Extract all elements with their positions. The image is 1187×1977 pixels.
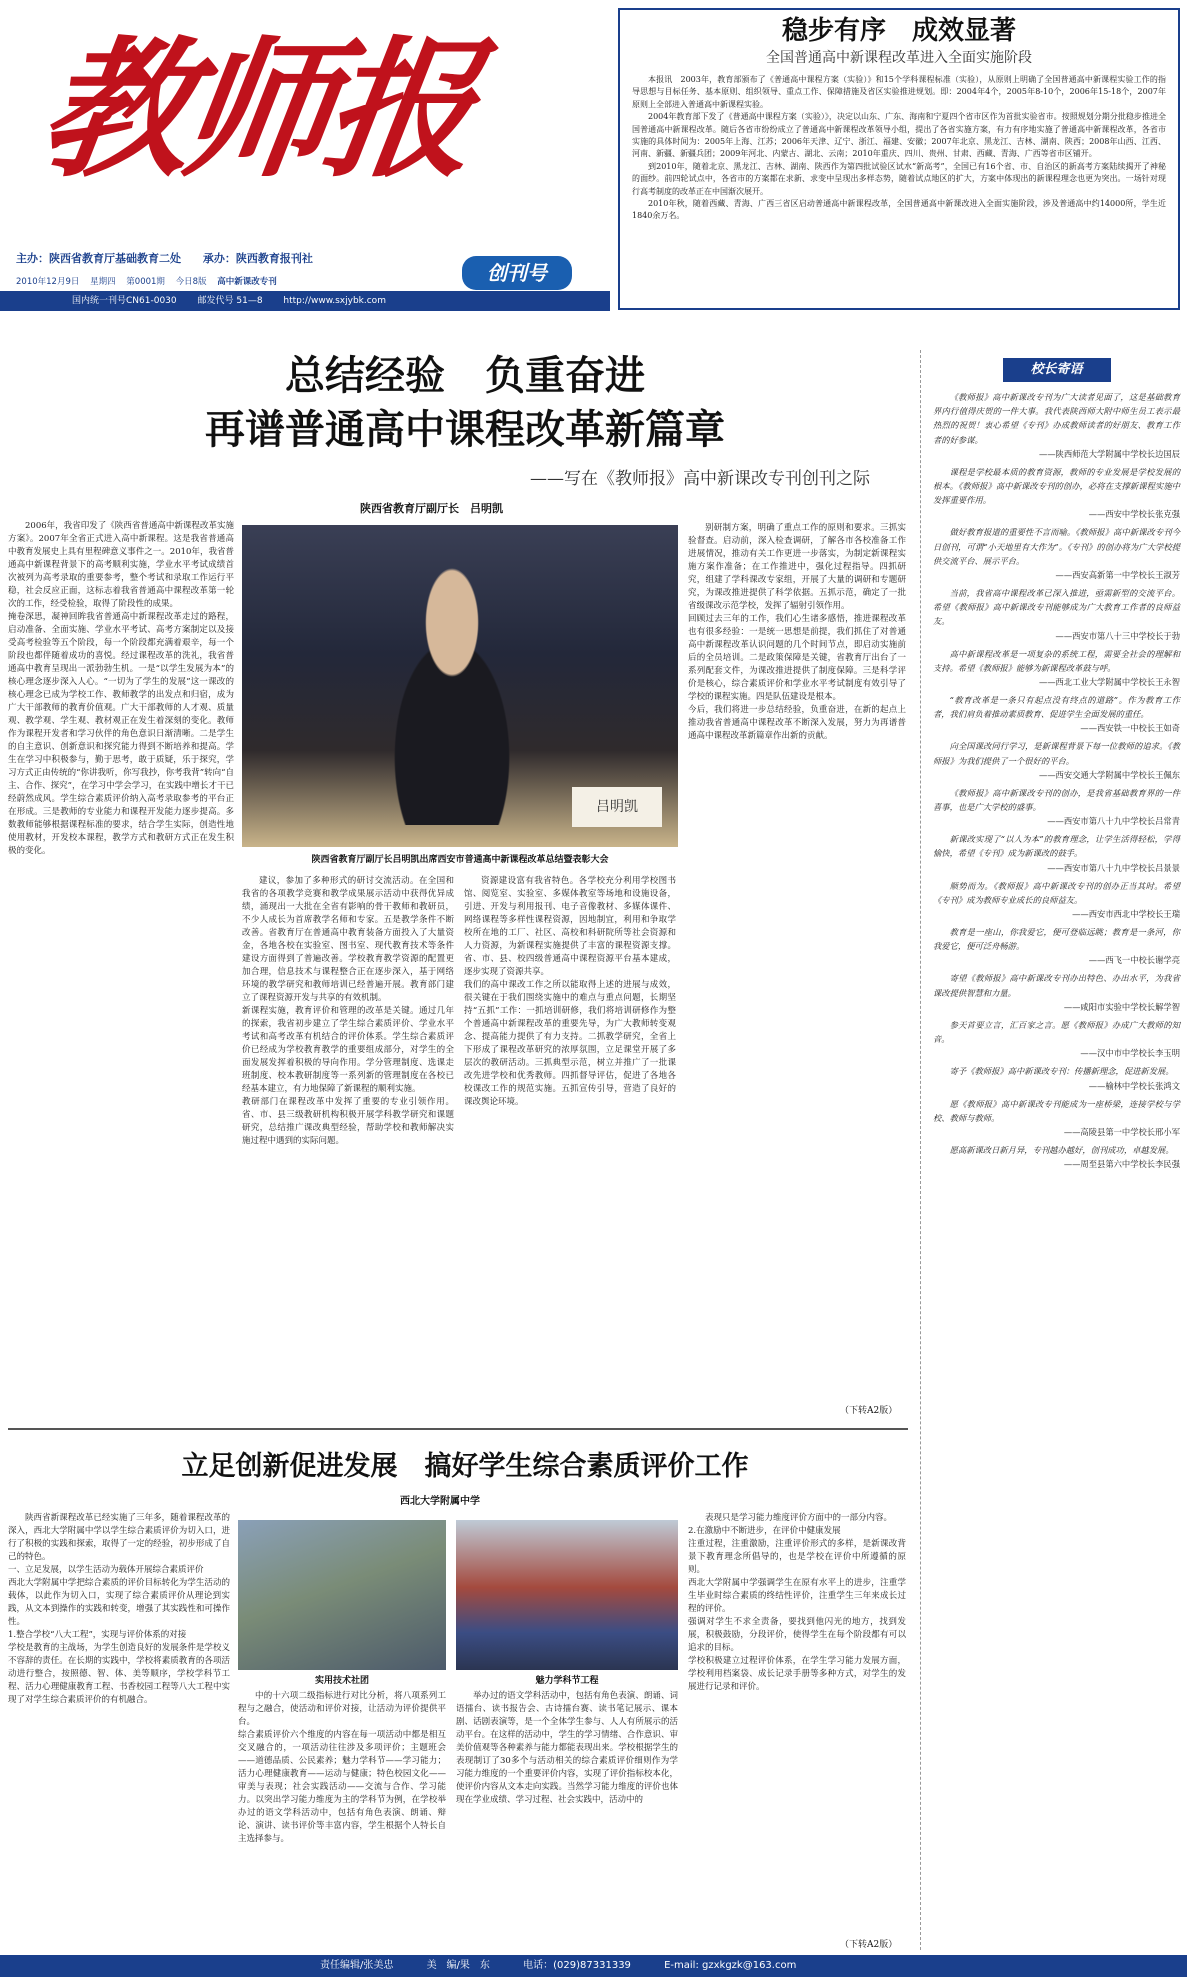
- sidebar-quote-signature: ——西安市第八十三中学校长于勃: [1055, 630, 1180, 641]
- lead-continued: （下转A2版）: [840, 1406, 898, 1416]
- sidebar-quote-signature: ——西安市第八十九中学校长吕景景: [1047, 862, 1180, 873]
- second-photo-2-caption: 魅力学科节工程: [535, 1676, 599, 1686]
- sidebar-quote-signature: ——西安市西北中学校长王瑞: [1072, 909, 1180, 920]
- issue-special: 高中新课改专刊: [217, 277, 277, 287]
- speaker-figure: [352, 555, 552, 825]
- issue-number: 第0001期: [126, 277, 165, 287]
- sidebar-quote-text: 参天首要立言，汇百家之言。愿《教师报》办成广大教师的知音。: [933, 1019, 1180, 1045]
- sidebar-quote-signature: ——西飞一中校长谢学亮: [1088, 955, 1180, 966]
- sidebar-quote: [933, 525, 1180, 582]
- lead-col-4: 别研制方案，明确了重点工作的原则和要求。三抓实验督查。启动前，深入检查调研，了解各市各校准备工作进展情况，推动有关工作更进一步落实，为制定新课程实施方案作准备；在工作推进中，强化过程指导。四抓研究，组建了学科课改专家组，开展了大量的调研和专题研究，为课改推进提供了科学依据。五抓示范，确定了一批省级课改示范学校，发挥了辐射引领作用。 回顾过去三年的工作，我们心生诸多感悟，推进课程改革也有很多经验：一是统一思想是前提，我们抓住了对普通高中新课程改革认识问题的几个时间节点，即启动实施前后的全员培训。二是政策保障是关键，省教育厅出台了一系列配套文件，为课改推进提供了制度保障。三是科学评价是核心，综合素质评价和学业水平考试制度有效引导了学校的课程实施。四是队伍建设是根本。 今后，我们将进一步总结经验，负重奋进，在新的起点上推动我省普通高中课程改革不断深入发展，努力为再谱普通高中课程改革新篇章作出新的贡献。: [688, 523, 906, 741]
- second-photo-1-caption: 实用技术社团: [314, 1676, 369, 1686]
- sidebar-quote-text: 顺势而为。《教师报》高中新课改专刊的创办正当其时。希望《专刊》成为教师专业成长的良师益友。: [933, 880, 1180, 905]
- lead-photo-caption: 陕西省教育厅副厅长吕明凯出席西安市普通高中新课程改革总结暨表彰大会: [311, 855, 609, 865]
- top-article-p4: 2010年秋，随着西藏、青海、广西三省区启动普通高中新课程改革，全国普通高中新课改进入全面实施阶段，涉及普通高中约14000所，学生近1840余万名。: [632, 199, 1166, 221]
- lead-subtitle: ——写在《教师报》高中新课改专刊创刊之际: [530, 469, 870, 489]
- sidebar-quote-text: 高中新课程改革是一项复杂的系统工程，需要全社会的理解和支持。希望《教师报》能够为新课程改革鼓与呼。: [933, 648, 1180, 673]
- sidebar-quote-signature: ——西安中学校长张克强: [1088, 509, 1180, 520]
- sidebar-quote-text: 愿高新课改日新月异，专刊越办越好，创刊成功，卓越发展。: [949, 1144, 1174, 1155]
- sidebar-quote: [933, 786, 1180, 828]
- second-col-4: 表现只是学习能力维度评价方面中的一部分内容。 2.在激励中不断进步，在评价中健康发展 注重过程，注重激励，注重评价形式的多样，是新课改背景下教育理念所倡导的，也是学校在评价中所遵循的原则。 西北大学附属中学强调学生在原有水平上的进步，注重学生毕业时综合素质的终结性评价，注重学生三年来成长过程的评价。 强调对学生不求全责备，要找到他闪光的地方，找到发展，积极鼓励，分段评价，使得学生在每个阶段都有可以追求的目标。 学校积极建立过程评价体系，在学生学习能力发展方面，学校利用档案袋、成长记录手册等多种方式，对学生的发展进行记录和评价。: [688, 1513, 906, 1692]
- second-col-3: 举办过的语文学科活动中，包括有角色表演、朗诵、词语擂台、读书报告会、古诗擂台赛、读书笔记展示、课本剧、话剧表演等，是一个全体学生参与、人人有所展示的活动平台。在这样的活动中，学生的学习情绪、合作意识、审美价值观等各种素养与能力都能表现出来。学校根据学生的表现制订了30多个与活动相关的综合素质评价细则作为学习能力维度的一个重要评价内容，实现了评价指标校本化，使评价内容从文本走向实践。当然学习能力维度的评价也体现在学业成绩、学习过程、社会实践中，活动中的: [456, 1691, 678, 1805]
- sidebar-quote-text: 《教师报》高中新课改专刊的创办，是我省基础教育界的一件喜事，也是广大学校的盛事。: [933, 787, 1180, 813]
- sidebar-quote-text: 向全国课改同行学习，是新课程背景下每一位教师的追求。《教师报》为我们提供了一个很好的平台。: [933, 741, 1180, 766]
- sidebar-quote-signature: ——咸阳市实验中学校长解学智: [1063, 1001, 1180, 1012]
- masthead-title: 教师报: [29, 22, 481, 198]
- lead-col-2: 建议，参加了多种形式的研讨交流活动。在全国和我省的各项教学竞赛和教学成果展示活动中获得优异成绩，涌现出一大批在全省有影响的骨干教师和教研员，不少人成长为首席教学名师和专家。五是教学条件不断改善。省教育厅在普通高中教育装备方面投入了大量资金，各地各校在实验室、图书室、现代教育技术等条件建设方面得到了普遍改善。学校教育教学资源的配置更加合理，信息技术与课程整合正在逐步深入，基于网络环境的教学研究和教师培训已经普遍开展。教育部门建立了课程资源开发与共享的有效机制。 新课程实施，教育评价和管理的改革是关键。通过几年的探索，我省初步建立了学生综合素质评价、学业水平考试和高考改革有机结合的评价体系。学生综合素质评价已经成为学校教育教学的重要组成部分，对学生的全面发展发挥着积极的导向作用。学分管理制度、选课走班制度、校本教研制度等一系列新的管理制度在各校已经基本建立，有力地保障了新课程的顺利实施。 教研部门在课程改革中发挥了重要的专业引领作用。省、市、县三级教研机构积极开展学科教学研究和课题研究，总结推广课改典型经验，帮助学校和教师解决实施过程中遇到的实际问题。: [242, 876, 454, 1146]
- postal-code: 邮发代号 51—8: [197, 296, 263, 306]
- sidebar-quote: [933, 647, 1180, 689]
- top-article: [618, 8, 1180, 310]
- footer-editor: 责任编辑/张美忠: [320, 1960, 394, 1971]
- sidebar-quote-signature: ——榆林中学校长张鸿文: [1088, 1080, 1180, 1091]
- undertaker-label: 承办：陕西教育报刊社: [202, 252, 313, 265]
- sidebar-quote-text: 寄予《教师报》高中新课改专刊：传播新理念，促进新发展。: [949, 1066, 1174, 1077]
- lead-title-2: 再谱普通高中课程改革新篇章: [205, 407, 725, 453]
- sidebar-quote: [933, 971, 1180, 1013]
- sidebar-quote: [933, 739, 1180, 781]
- top-article-p2: 2004年教育部下发了《普通高中课程方案（实验）》，决定以山东、广东、海南和宁夏四个省市区作为首批实验省市。按照规划分期分批稳步推进全国普通高中新课程改革。随后各省市纷纷成立了普通高中新课程改革领导小组，提出了各省实施方案，有力有序地实施了普通高中新课程改革，各省市实施的具体时间为：2005年上海、江苏；2006年天津、辽宁、浙江、福建、安徽；2007年北京、黑龙江、吉林、湖南、陕西；2008年山西、江西、河南、新疆、新疆兵团；2009年河北、内蒙古、湖北、云南；2010年重庆、四川、贵州、甘肃、西藏、青海、广西等省市区铺开。: [632, 112, 1166, 159]
- cn-number: 国内统一刊号CN61-0030: [72, 296, 177, 306]
- sidebar-quote-signature: ——陕西师范大学附属中学校长边国辰: [1038, 448, 1180, 459]
- sidebar-header: 校长寄语: [1003, 358, 1111, 382]
- sidebar-quote-text: “教育改革是一条只有起点没有终点的道路”。作为教育工作者，我们肩负着推动素质教育、促进学生全面发展的重任。: [933, 695, 1180, 720]
- sidebar-quote: [933, 1097, 1180, 1139]
- sidebar-quote: [933, 832, 1180, 874]
- website-link[interactable]: http://www.sxjybk.com: [283, 296, 386, 306]
- masthead-host: [16, 250, 313, 266]
- footer-phone: 电话：(029)87331339: [523, 1960, 631, 1971]
- lead-title-1: 总结经验 负重奋进: [285, 353, 645, 399]
- sidebar-quote-signature: ——西安铁一中校长王如奇: [1080, 723, 1180, 734]
- host-label: 主办：陕西省教育厅基础教育二处: [16, 252, 181, 265]
- sidebar-quote-signature: ——西安市第八十九中学校长吕常青: [1047, 816, 1180, 827]
- sidebar-quote-signature: ——西安高新第一中学校长王淑芳: [1055, 570, 1180, 581]
- sidebar-quote: [933, 879, 1180, 921]
- footer-email[interactable]: E-mail: gzxkgzk@163.com: [664, 1960, 797, 1971]
- sidebar-quote: [933, 1064, 1180, 1092]
- second-author: 西北大学附属中学: [400, 1496, 480, 1507]
- sidebar-quote-text: 寄望《教师报》高中新课改专刊办出特色、办出水平，为我省课改提供智慧和力量。: [933, 973, 1180, 998]
- second-col-1: 陕西省新课程改革已经实施了三年多，随着课程改革的深入，西北大学附属中学以学生综合素质评价为切入口，进行了积极的实践和探索，取得了一定的经验，初步形成了自己的特色。 一、立足发展，以学生活动为载体开展综合素质评价 西北大学附属中学把综合素质的评价目标转化为学生活动的载体，以此作为切入口，实现了综合素质评价从理论到实践，从文本到操作的实践和转变，增强了其实践性和可操作性。 1.整合学校“八大工程”，实现与评价体系的对接 学校是教育的主战场，为学生创造良好的发展条件是学校义不容辞的责任。在长期的实践中，学校将素质教育的各项活动进行整合，按照德、智、体、美等顺序，学校学科节工程、活力心理健康教育工程、书香校园工程等八大工程中实现了对学生综合素质评价的有机融合。: [8, 1513, 230, 1705]
- issue-date: 2010年12月9日: [16, 277, 80, 287]
- sidebar-quote-text: 做好教育报道的重要性不言而喻。《教师报》高中新课改专刊今日创刊，可谓“小天地里有大作为”。《专刊》的创办将为广大学校提供交流平台、展示平台。: [933, 527, 1180, 566]
- footer: [0, 1955, 1187, 1977]
- sidebar: [920, 350, 1180, 1950]
- sidebar-quote: [933, 390, 1180, 461]
- sidebar-quote-signature: ——西北工业大学附属中学校长王永智: [1038, 677, 1180, 688]
- top-article-p3: 到2010年，随着北京、黑龙江、吉林、湖南、陕西作为第四批试验区试水“新高考”，全国已有16个省、市、自治区的新高考方案陆续揭开了神秘的面纱。前四轮试点中，各省市的方案都在求新、求变中呈现出多样态势，随着试点地区的扩大，方案中体现出的新课程理念也更为突出。一场针对现行高考制度的改革正在中国渐次展开。: [632, 161, 1166, 196]
- issue-weekday: 星期四: [90, 277, 116, 287]
- sidebar-list: [933, 390, 1180, 1171]
- top-article-p1: 本报讯 2003年，教育部颁布了《普通高中课程方案（实验）》和15个学科课程标准（实验），从原则上明确了全国普通高中新课程实验工作的指导思想与目标任务、基本原则、组织领导、重点工作、保障措施及省区实验推进规划。即：2004年4个，2005年8-10个，2006年15-18个，2007年原则上全部进入普通高中新课程实验。: [632, 75, 1166, 109]
- top-article-title: 稳步有序 成效显著: [781, 16, 1016, 46]
- footer-artist: 美 编/果 东: [426, 1960, 490, 1971]
- section-divider: [8, 1428, 908, 1430]
- sidebar-quote: [933, 586, 1180, 643]
- top-article-subtitle: 全国普通高中新课程改革进入全面实施阶段: [766, 50, 1032, 66]
- sidebar-quote-text: 课程是学校最本质的教育资源，教师的专业发展是学校发展的根本。《教师报》高中新课改专刊的创办，必将在支撑新课程实施中发挥重要作用。: [933, 466, 1180, 506]
- sidebar-quote: [933, 693, 1180, 735]
- second-title: 立足创新促进发展 搞好学生综合素质评价工作: [181, 1451, 749, 1482]
- second-col-2: 中的十六项二级指标进行对比分析，将八项系列工程与之融合，使活动和评价对接，让活动为评价提供平台。 综合素质评价六个维度的内容在每一项活动中都是相互交叉融合的，一项活动往往涉及多项评价；主题班会——道德品质、公民素养；魅力学科节——学习能力；活力心理健康教育——运动与健康；特色校园文化——审美与表现；社会实践活动——交流与合作、学习能力。以突出学习能力维度为主的学科节为例，在学校举办过的语文学科活动中，包括有角色表演、朗诵、辩论、演讲、读书评价等丰富内容，学生根据个人特长自主选择参与。: [238, 1691, 446, 1844]
- sidebar-quote: [933, 925, 1180, 967]
- sidebar-quote-signature: ——西安交通大学附属中学校长王佩东: [1038, 769, 1180, 780]
- masthead-badge: 创刊号: [462, 256, 572, 290]
- sidebar-quote-signature: ——汉中市中学校长李玉明: [1080, 1048, 1180, 1059]
- lead-photo: [242, 525, 678, 847]
- masthead: [0, 0, 610, 290]
- second-photo-2: [456, 1520, 678, 1670]
- lead-col-3: 资源建设富有我省特色。各学校充分利用学校图书馆、阅览室、实验室、多媒体教室等场地和设施设备，引进、开发与利用报刊、电子音像教材、多媒体课件、网络课程等多样性课程资源，因地制宜，利用和争取学校所在地的工厂、社区、高校和科研院所等社会资源和人力资源，为新课程实施提供了丰富的课程资源支撑。省、市、县、校四级普通高中课程资源平台基本建成，逐步实现了资源共享。 我们的高中课改工作之所以能取得上述的进展与成效，很关键在于我们围绕实施中的难点与重点问题，长期坚持“五抓”工作：一抓培训研修，我们将培训研修作为整个普通高中新课程改革的重要先导，为广大教师转变观念、提高能力提供了有力支持。二抓教学研究，全省上下形成了课程改革研究的浓厚氛围，立足课堂开展了多层次的教研活动。三抓典型示范，树立并推广了一批课改先进学校和优秀教师。四抓督导评估，促进了各地各校课改工作的规范实施。五抓宣传引导，营造了良好的课改舆论环境。: [464, 876, 676, 1107]
- lead-author: 陕西省教育厅副厅长 吕明凯: [360, 502, 503, 515]
- issue-pages: 今日8版: [175, 277, 207, 287]
- sidebar-quote: [933, 1018, 1180, 1060]
- nameplate: 吕明凯: [572, 787, 662, 827]
- sidebar-quote-text: 教育是一座山，你我爱它，便可登临远眺；教育是一条河，你我爱它，便可泛舟畅游。: [933, 927, 1180, 952]
- sidebar-quote-text: 愿《教师报》高中新课改专刊能成为一座桥梁，连接学校与学校、教师与教师。: [933, 1098, 1180, 1123]
- sidebar-quote: [933, 1143, 1180, 1171]
- lead-col-1: 2006年，我省印发了《陕西省普通高中新课程改革实施方案》。2007年全省正式进入高中新课程。这是我省普通高中教育发展史上具有里程碑意义事件之一。2010年，我省普通高中新课程背景下的高考顺利实施，学业水平考试成绩首次被列为高考录取的重要参考，整个考试和录取工作运行平稳，社会反应正面，这标志着我省普通高中课程改革第一轮次的工作，经受检验，取得了阶段性的成果。 掩卷深思，凝神回眸我省普通高中新课程改革走过的路程，启动准备、全面实施、学业水平考试、高考方案制定以及接受高考检验等五个阶段，每一个阶段都充满着艰辛，每一个阶段也都伴随着成功的喜悦。经过课程改革的洗礼，我省普通高中教育呈现出一派勃勃生机。一是“以学生发展为本”的核心理念逐步深入人心。“一切为了学生的发展”这一课改的核心理念已成为学校工作、教师教学的出发点和归宿，成为广大干部教师的教育价值观。广大干部教师的人才观、质量观、教学观、学生观、教材观正在发生着深刻的变化。教师作为课程开发者和学习伙伴的角色意识日渐清晰。二是学生的自主意识、创新意识和探究能力得到不断培养和提高。学生在学习中积极参与，勤于思考，敢于质疑，乐于探究，学习方式正由传统的“你讲我听，你写我抄，你考我背”转向“自主、合作、探究”，在学习中学会学习，在实践中增长才干已经蔚然成风。学生综合素质评价纳入高考录取参考的平台正在形成。三是教师的专业能力和课程开发能力逐步提高。多数教师能够根据课程标准的要求，结合学生实际，创造性地使用教材，开发校本课程，教学方式和教研方式正在发生积极的变化。: [8, 521, 234, 856]
- sidebar-quote-text: 《教师报》高中新课改专刊为广大读者见面了，这是基础教育界内行值得庆贺的一件大事。我代表陕西师大附中师生员工表示最热烈的祝贺！衷心希望《专刊》办成教师读者的好朋友、教育工作者的好参谋。: [933, 392, 1180, 445]
- sidebar-quote-signature: ——高陵县第一中学校长邢小军: [1063, 1126, 1180, 1137]
- sidebar-quote: [933, 465, 1180, 522]
- sidebar-quote-signature: ——周至县第六中学校长李民强: [1063, 1159, 1180, 1170]
- second-continued: （下转A2版）: [840, 1940, 898, 1950]
- second-photo-1: [238, 1520, 446, 1670]
- sidebar-quote-text: 当前，我省高中课程改革已深入推进，亟需新型的交流平台。希望《教师报》高中新课改专刊能够成为广大教育工作者的良师益友。: [933, 588, 1180, 627]
- date-line: [16, 275, 277, 287]
- masthead-bar: [0, 291, 610, 311]
- sidebar-quote-text: 新课改实现了“以人为本”的教育理念，让学生活得轻松，学得愉快，希望《专刊》成为新课改的鼓手。: [933, 834, 1180, 859]
